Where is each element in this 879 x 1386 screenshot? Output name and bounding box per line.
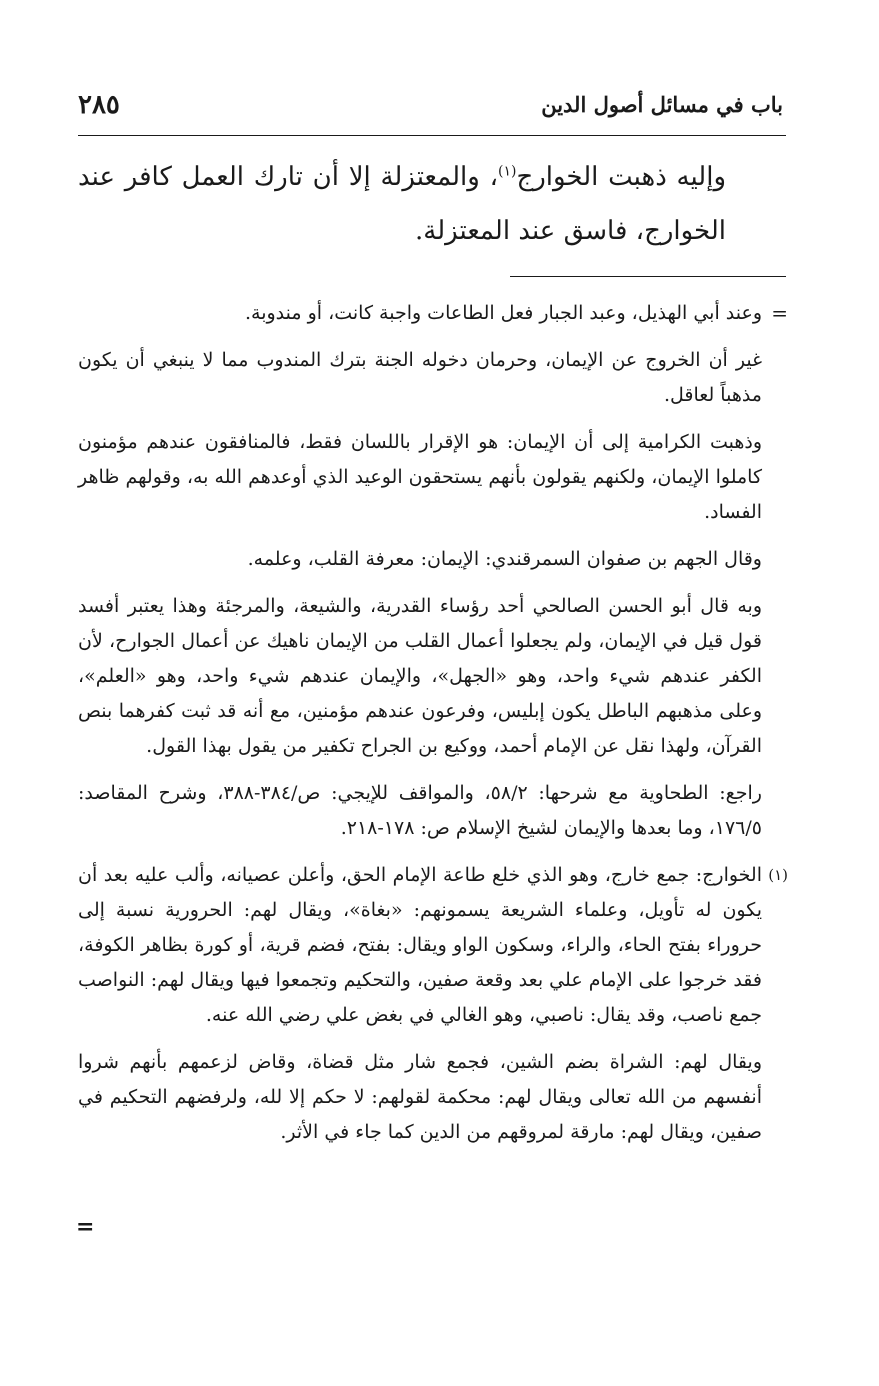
header-rule <box>78 135 786 136</box>
main-text-part2: ، والمعتزلة إلا أن تارك العمل كافر عند الخوارج، فاسق عند المعتزلة. <box>78 162 726 246</box>
page-header <box>78 92 783 132</box>
main-body <box>78 150 786 258</box>
footnote-reference: (١) <box>497 163 517 180</box>
footnote-marker: (١) <box>768 866 788 884</box>
footnote-text: وعند أبي الهذيل، وعبد الجبار فعل الطاعات واجبة كانت، أو مندوبة. <box>244 302 762 324</box>
continuation-mark-end: = <box>76 1214 95 1240</box>
footnote-paragraph: غير أن الخروج عن الإيمان، وحرمان دخوله الجنة بترك المندوب مما لا ينبغي أن يكون مذهباً لعاقل. <box>78 349 762 406</box>
footnote-paragraph: ويقال لهم: الشراة بضم الشين، فجمع شار مثل قضاة، وقاض لزعمهم بأنهم شروا أنفسهم من الله تعالى ويقال لهم: محكمة لقولهم: لا حكم إلا لله، ولرفضهم التحكيم في صفين، ويقال لهم: مارقة لمروقهم من الدين كما جاء في الأثر. <box>78 1051 762 1143</box>
footnote-text: الخوارج: جمع خارج، وهو الذي خلع طاعة الإمام الحق، وأعلن عصيانه، وألب عليه بعد أن يكون له تأويل، وعلماء الشريعة يسمونهم: «بغاة»، ويقال لهم: الحرورية نسبة إلى حروراء بفتح الحاء، والراء، وسكون الواو ويقال: بفتح، فضم قرية، أو كورة بظاهر الكوفة، فقد خرجوا على الإمام علي بعد وقعة صفين، والتحكيم وتجمعوا فيها ويقال لهم: النواصب جمع ناصب، وقد يقال: ناصبي، وهو الغالي في بغض علي رضي الله عنه. <box>78 864 762 1026</box>
footnote-paragraph: وذهبت الكرامية إلى أن الإيمان: هو الإقرار باللسان فقط، فالمنافقون عندهم مؤمنون كاملوا الإيمان، ولكنهم يقولون بأنهم يستحقون الوعيد الذي أوعدهم الله به، وقولهم ظاهر الفساد. <box>78 431 762 523</box>
footnote-separator <box>510 276 786 277</box>
continuation-mark-start: = <box>771 301 788 325</box>
running-title: باب في مسائل أصول الدين <box>541 92 783 117</box>
footnote-paragraph: وقال الجهم بن صفوان السمرقندي: الإيمان: معرفة القلب، وعلمه. <box>247 548 762 570</box>
main-text-part1: وإليه ذهبت الخوارج <box>516 162 727 192</box>
footnote-1 <box>78 858 788 1033</box>
footnote-paragraph <box>78 296 788 331</box>
page-number: ٢٨٥ <box>78 90 120 120</box>
footnote-paragraph: وبه قال أبو الحسن الصالحي أحد رؤساء القدرية، والشيعة، والمرجئة وهذا يعتبر أفسد قول قيل في الإيمان، ولم يجعلوا أعمال القلب من الإيمان ناهيك عن أعمال الجوارح، لأن الكفر عندهم شيء واحد، وهو «الجهل»، والإيمان عندهم شيء واحد، وهو «العلم»، وعلى مذهبهم الباطل يكون إبليس، وفرعون عندهم مؤمنين، مع أنه قد ثبت كفرهما بنص القرآن، ولهذا نقل عن الإمام أحمد، ووكيع بن الجراح تكفير من يقول بهذا القول. <box>78 595 762 757</box>
main-paragraph <box>78 150 786 258</box>
footnote-paragraph: راجع: الطحاوية مع شرحها: ٥٨/٢، والمواقف للإيجي: ص/٣٨٤-٣٨٨، وشرح المقاصد: ١٧٦/٥، وما بعدها والإيمان لشيخ الإسلام ص: ١٧٨-٢١٨. <box>78 782 762 839</box>
footnotes-section <box>78 296 788 1162</box>
